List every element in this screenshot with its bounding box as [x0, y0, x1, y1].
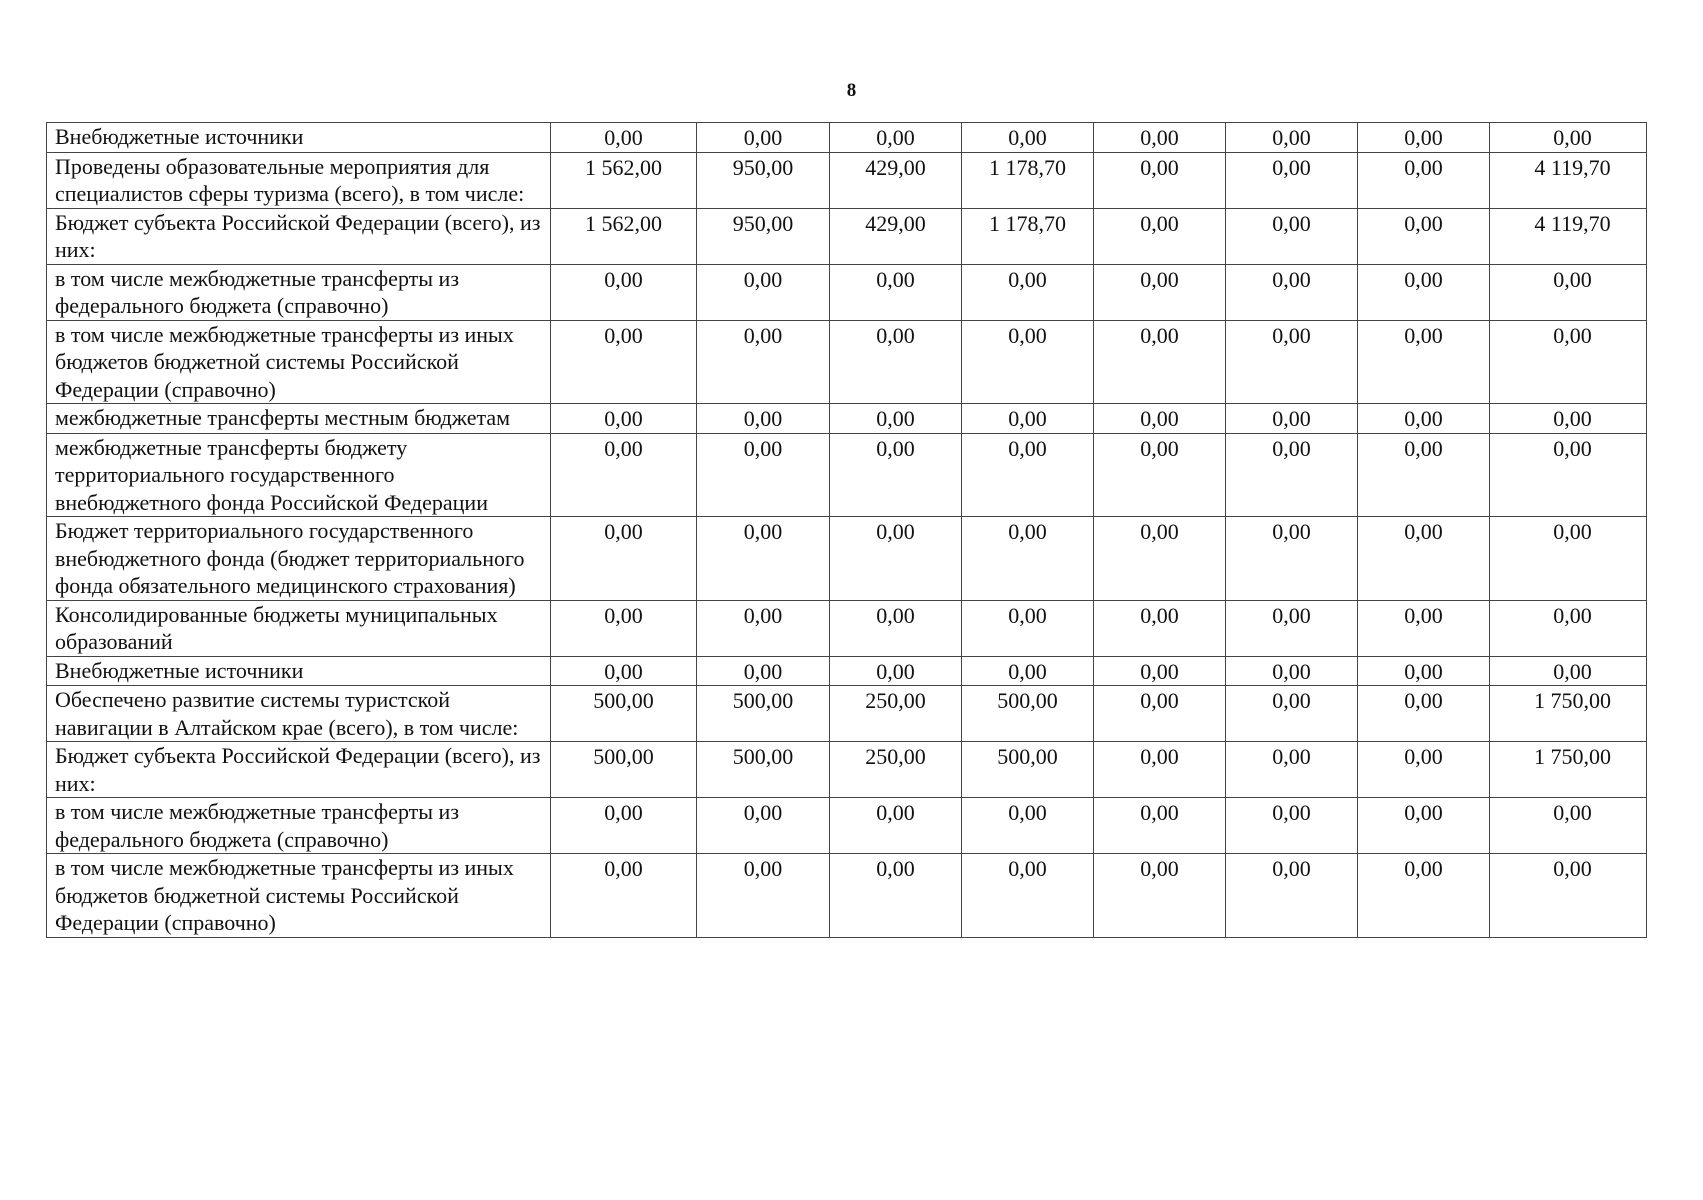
table-row: [47, 742, 1647, 798]
value-cell: 0,00: [1226, 742, 1358, 798]
value-cell: 1 562,00: [551, 208, 697, 264]
value-cell: 0,00: [1226, 798, 1358, 854]
row-label: Консолидированные бюджеты муниципальных образований: [47, 600, 551, 656]
value-cell: 0,00: [551, 404, 697, 434]
value-cell: 0,00: [551, 600, 697, 656]
table-row: [47, 433, 1647, 517]
value-cell: 0,00: [830, 854, 962, 938]
value-cell: 0,00: [830, 264, 962, 320]
value-cell: 0,00: [1358, 264, 1490, 320]
value-cell: 0,00: [1094, 208, 1226, 264]
value-cell: 0,00: [830, 656, 962, 686]
budget-table: [46, 122, 1647, 938]
value-cell: 0,00: [551, 320, 697, 404]
value-cell: 0,00: [1358, 152, 1490, 208]
table-row: [47, 798, 1647, 854]
value-cell: 0,00: [551, 264, 697, 320]
value-cell: 0,00: [697, 854, 830, 938]
value-cell: 1 750,00: [1490, 742, 1647, 798]
value-cell: 4 119,70: [1490, 208, 1647, 264]
value-cell: 0,00: [1094, 854, 1226, 938]
value-cell: 1 178,70: [962, 152, 1094, 208]
value-cell: 0,00: [1094, 152, 1226, 208]
value-cell: 0,00: [1358, 404, 1490, 434]
value-cell: 0,00: [551, 798, 697, 854]
value-cell: 1 178,70: [962, 208, 1094, 264]
value-cell: 950,00: [697, 208, 830, 264]
row-label: в том числе межбюджетные трансферты из иных бюджетов бюджетной системы Российской Федерации (справочно): [47, 320, 551, 404]
row-label: Бюджет субъекта Российской Федерации (всего), из них:: [47, 208, 551, 264]
value-cell: 0,00: [830, 320, 962, 404]
value-cell: 250,00: [830, 742, 962, 798]
value-cell: 250,00: [830, 686, 962, 742]
table-row: [47, 404, 1647, 434]
value-cell: 0,00: [962, 798, 1094, 854]
value-cell: 1 562,00: [551, 152, 697, 208]
row-label: Бюджет территориального государственного внебюджетного фонда (бюджет территориального фонда обязательного медицинского страхования): [47, 517, 551, 601]
value-cell: 500,00: [962, 742, 1094, 798]
value-cell: 4 119,70: [1490, 152, 1647, 208]
table-row: [47, 208, 1647, 264]
value-cell: 0,00: [697, 433, 830, 517]
value-cell: 0,00: [1490, 433, 1647, 517]
value-cell: 0,00: [1094, 656, 1226, 686]
value-cell: 0,00: [1226, 656, 1358, 686]
row-label: в том числе межбюджетные трансферты из федерального бюджета (справочно): [47, 264, 551, 320]
value-cell: 500,00: [697, 686, 830, 742]
value-cell: 0,00: [962, 433, 1094, 517]
value-cell: 0,00: [1226, 404, 1358, 434]
value-cell: 0,00: [1490, 600, 1647, 656]
value-cell: 0,00: [697, 264, 830, 320]
value-cell: 0,00: [1490, 404, 1647, 434]
value-cell: 0,00: [1094, 686, 1226, 742]
value-cell: 0,00: [1490, 264, 1647, 320]
value-cell: 0,00: [1094, 600, 1226, 656]
value-cell: 0,00: [962, 656, 1094, 686]
value-cell: 0,00: [1358, 854, 1490, 938]
value-cell: 0,00: [1490, 854, 1647, 938]
table-row: [47, 854, 1647, 938]
value-cell: 0,00: [697, 123, 830, 153]
table-row: [47, 686, 1647, 742]
table-row: [47, 123, 1647, 153]
row-label: в том числе межбюджетные трансферты из федерального бюджета (справочно): [47, 798, 551, 854]
value-cell: 0,00: [1490, 320, 1647, 404]
value-cell: 0,00: [1490, 798, 1647, 854]
value-cell: 0,00: [962, 123, 1094, 153]
row-label: межбюджетные трансферты бюджету территориального государственного внебюджетного фонда Российской Федерации: [47, 433, 551, 517]
value-cell: 0,00: [1358, 517, 1490, 601]
value-cell: 0,00: [1226, 208, 1358, 264]
value-cell: 0,00: [551, 517, 697, 601]
value-cell: 500,00: [697, 742, 830, 798]
value-cell: 500,00: [551, 686, 697, 742]
value-cell: 500,00: [962, 686, 1094, 742]
value-cell: 0,00: [830, 123, 962, 153]
value-cell: 0,00: [1226, 686, 1358, 742]
value-cell: 0,00: [962, 600, 1094, 656]
value-cell: 0,00: [697, 320, 830, 404]
value-cell: 0,00: [830, 433, 962, 517]
value-cell: 0,00: [551, 854, 697, 938]
value-cell: 0,00: [1094, 404, 1226, 434]
value-cell: 0,00: [962, 404, 1094, 434]
value-cell: 0,00: [962, 517, 1094, 601]
value-cell: 0,00: [1358, 798, 1490, 854]
value-cell: 0,00: [1358, 656, 1490, 686]
value-cell: 0,00: [1094, 433, 1226, 517]
table-row: [47, 320, 1647, 404]
value-cell: 0,00: [551, 656, 697, 686]
value-cell: 0,00: [1490, 517, 1647, 601]
value-cell: 0,00: [697, 798, 830, 854]
value-cell: 0,00: [830, 404, 962, 434]
value-cell: 0,00: [1226, 320, 1358, 404]
value-cell: 0,00: [962, 264, 1094, 320]
value-cell: 0,00: [1094, 742, 1226, 798]
value-cell: 0,00: [697, 656, 830, 686]
table-row: [47, 517, 1647, 601]
value-cell: 0,00: [1358, 123, 1490, 153]
table-row: [47, 152, 1647, 208]
value-cell: 0,00: [551, 123, 697, 153]
value-cell: 0,00: [1094, 320, 1226, 404]
row-label: в том числе межбюджетные трансферты из иных бюджетов бюджетной системы Российской Федерации (справочно): [47, 854, 551, 938]
value-cell: 0,00: [1226, 600, 1358, 656]
value-cell: 0,00: [1094, 123, 1226, 153]
value-cell: 0,00: [1094, 798, 1226, 854]
value-cell: 0,00: [1226, 264, 1358, 320]
value-cell: 0,00: [697, 517, 830, 601]
value-cell: 0,00: [1358, 208, 1490, 264]
value-cell: 429,00: [830, 152, 962, 208]
value-cell: 0,00: [1226, 433, 1358, 517]
value-cell: 0,00: [1226, 152, 1358, 208]
value-cell: 0,00: [1490, 123, 1647, 153]
table-row: [47, 600, 1647, 656]
value-cell: 1 750,00: [1490, 686, 1647, 742]
value-cell: 0,00: [830, 600, 962, 656]
value-cell: 429,00: [830, 208, 962, 264]
row-label: межбюджетные трансферты местным бюджетам: [47, 404, 551, 434]
value-cell: 0,00: [830, 798, 962, 854]
table-row: [47, 656, 1647, 686]
value-cell: 0,00: [1094, 517, 1226, 601]
value-cell: 0,00: [1226, 517, 1358, 601]
row-label: Проведены образовательные мероприятия для специалистов сферы туризма (всего), в том числе:: [47, 152, 551, 208]
value-cell: 0,00: [1094, 264, 1226, 320]
value-cell: 0,00: [962, 854, 1094, 938]
table-row: [47, 264, 1647, 320]
value-cell: 0,00: [1358, 742, 1490, 798]
value-cell: 0,00: [1358, 600, 1490, 656]
value-cell: 0,00: [1358, 686, 1490, 742]
value-cell: 0,00: [1358, 433, 1490, 517]
table-body: [47, 123, 1647, 938]
value-cell: 950,00: [697, 152, 830, 208]
page-number: 8: [846, 80, 857, 101]
value-cell: 0,00: [830, 517, 962, 601]
value-cell: 0,00: [1226, 123, 1358, 153]
row-label: Обеспечено развитие системы туристской навигации в Алтайском крае (всего), в том числе:: [47, 686, 551, 742]
row-label: Внебюджетные источники: [47, 123, 551, 153]
value-cell: 0,00: [551, 433, 697, 517]
value-cell: 0,00: [1490, 656, 1647, 686]
value-cell: 500,00: [551, 742, 697, 798]
value-cell: 0,00: [697, 600, 830, 656]
value-cell: 0,00: [1226, 854, 1358, 938]
value-cell: 0,00: [697, 404, 830, 434]
row-label: Бюджет субъекта Российской Федерации (всего), из них:: [47, 742, 551, 798]
value-cell: 0,00: [1358, 320, 1490, 404]
row-label: Внебюджетные источники: [47, 656, 551, 686]
value-cell: 0,00: [962, 320, 1094, 404]
